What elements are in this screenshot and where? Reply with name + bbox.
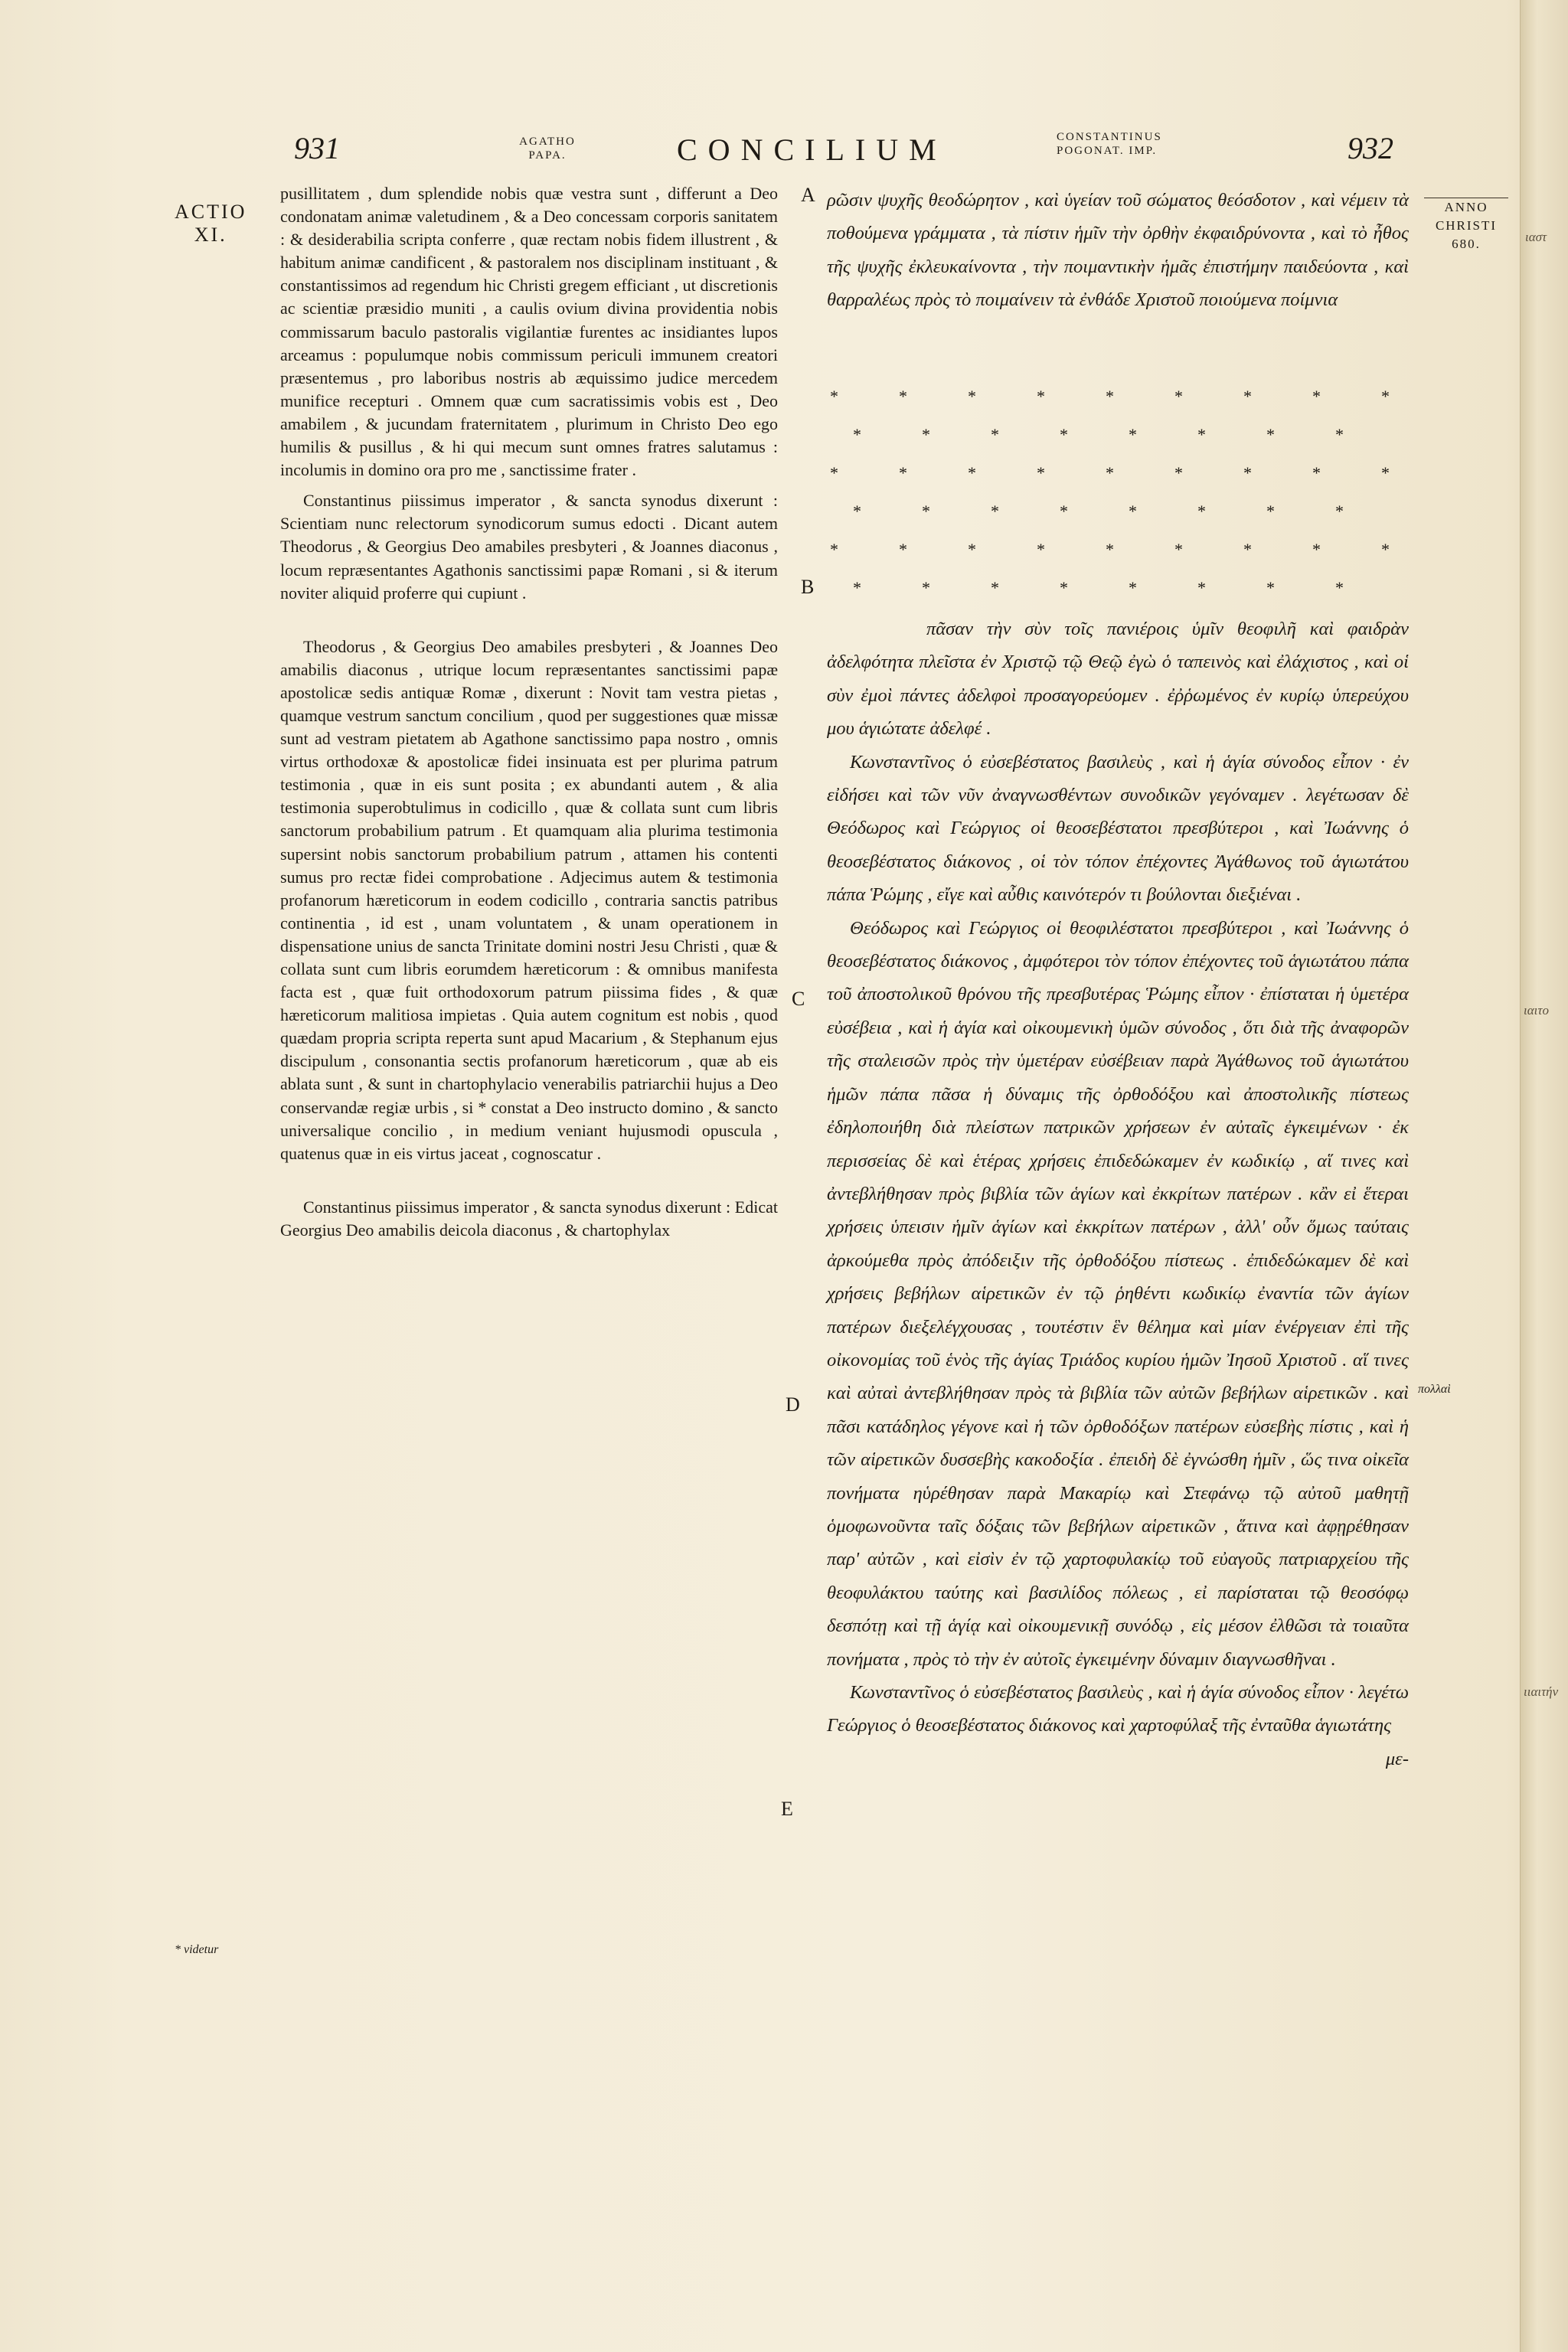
facing-page-fragment-3: ιιαιτήν [1524, 1684, 1559, 1699]
section-marker-a: A [801, 184, 815, 206]
greek-paragraph-1: ρῶσιν ψυχῆς θεοδώρητον , καὶ ὑγείαν τοῦ σώματος θεόσδοτον , καὶ νέμειν τὰ ποθούμενα γράμματα , τὰ πίστιν ἡμῖν τὴν ὀρθὴν ἐκφαιδρύνοντα , καὶ τὸ ἦθος τῆς ψυχῆς ἐκλευκαίνοντα , τὴν ποιμαντικὴν ἡμᾶς ἐπιστήμην παιδεύοντα , καὶ θαρραλέως πρὸς τὸ ποιμαίνειν τὰ ἐνθάδε Χριστοῦ ποιούμενα ποίμνια [827, 190, 1409, 311]
margin-note-videtur: * videtur [175, 1943, 219, 1956]
latin-paragraph-2: Constantinus piissimus imperator , & sancta synodus dixerunt : Scientiam nunc relectorum synodicorum sumus edocti . Dicant autem Theodorus , & Georgius Deo amabiles presbyteri , & Joannes diaconus , locum repræsentantes Agathonis sanctissimi papæ Romani , si & iterum noviter aliquid proferre qui cupiunt . [280, 491, 778, 603]
page-number-right: 932 [1348, 131, 1393, 165]
latin-paragraph-4: Constantinus piissimus imperator , & sancta synodus dixerunt : Edicat Georgius Deo amabilis deicola diaconus , & chartophylax [280, 1197, 778, 1240]
section-marker-d: D [786, 1393, 800, 1416]
greek-paragraph-4: Θεόδωρος καὶ Γεώργιος οἱ θεοφιλέστατοι πρεσβύτεροι , καὶ Ἰωάννης ὁ θεοσεβέστατος διάκονος , ἀμφότεροι τὸν τόπον ἐπέχοντες τοῦ ἁγιωτάτου πάπα τοῦ ἀποστολικοῦ θρόνου τῆς πρεσβυτέρας Ῥώμης εἶπον · ἐπίσταται ἡ ὑμετέρα εὐσέβεια , καὶ ἡ ἁγία καὶ οἰκουμενικὴ ὑμῶν σύνοδος , ὅτι διὰ τῆς ἀναφορῶν τῆς σταλεισῶν πρὸς τὴν ὑμετέραν εὐσέβειαν παρὰ Ἀγάθωνος τοῦ ἁγιωτάτου ἡμῶν πάπα πᾶσα ἡ δύναμις τῆς ὀρθοδόξου καὶ ἀποστολικῆς πίστεως ἐδηλοποιήθη διὰ πλείστων πατρικῶν χρήσεων ἐν αὐταῖς ἐγκειμένων · ἐκ περισσείας δὲ καὶ ἑτέρας χρήσεις ἐπιδεδώκαμεν ἐν κωδικίῳ , αἵ τινες καὶ ἀντεβλήθησαν πρὸς βιβλία τῶν ἁγίων καὶ ἐκκρίτων πατέρων . κἂν εἰ ἕτεραι χρήσεις ὑπεισιν ἡμῖν ἁγίων καὶ ἐκκρίτων πατέρων , ἀλλ' οὖν ὅμως ταύταις ἀρκούμεθα πρὸς ἀπόδειξιν τῆς ὀρθοδόξου πίστεως . ἐπιδεδώκαμεν δὲ καὶ χρήσεις βεβήλων αἱρετικῶν ἐν τῷ ῥηθέντι κωδικίῳ ἐναντία τῶν ἁγίων πατέρων διεξελέγχουσας , τουτέστιν ἓν θέλημα καὶ μίαν ἐνέργειαν ἐπὶ τῆς οἰκονομίας τοῦ ἑνὸς τῆς ἁγίας Τριάδος κυρίου ἡμῶν Ἰησοῦ Χριστοῦ . αἵ τινες καὶ αὐταὶ ἀντεβλήθησαν πρὸς τὰ βιβλία τῶν αὐτῶν βεβήλων αἱρετικῶν . καὶ πᾶσι κατάδηλος γέγονε καὶ ἡ τῶν ὀρθοδόξων πατέρων εὐσεβὴς πίστις , καὶ ἡ τῶν αἱρετικῶν δυσσεβὴς κακοδοξία . ἐπειδὴ δὲ ἐγνώσθη ἡμῖν , ὥς τινα οἰκεῖα πονήματα ηὑρέθησαν παρὰ Μακαρίῳ καὶ Στεφάνῳ τῷ αὐτοῦ μαθητῇ ὁμοφωνοῦντα ταῖς δόξαις τῶν βεβήλων αἱρετικῶν , ἅτινα καὶ ἀφῃρέθησαν παρ' αὐτῶν , καὶ εἰσὶν ἐν τῷ χαρτοφυλακίῳ τοῦ εὐαγοῦς πατριαρχείου τῆς θεοφυλάκτου ταύτης καὶ βασιλίδος πόλεως , εἰ παρίσταται τῷ θεοσόφῳ δεσπότῃ καὶ τῇ ἁγίᾳ καὶ οἰκουμενικῇ συνόδῳ , εἰς μέσον ἐλθῶσι τὰ τοιαῦτα πονήματα , πρὸς τὸ τὴν ἐν αὐτοῖς ἐγκειμένην δύναμιν διαγνωσθῆναι . [827, 917, 1409, 1670]
page-number-left: 931 [294, 131, 340, 165]
latin-column [280, 182, 778, 1242]
greek-column-main [827, 612, 1409, 1775]
greek-paragraph-3: Κωνσταντῖνος ὁ εὐσεβέστατος βασιλεὺς , καὶ ἡ ἁγία σύνοδος εἶπον · ἐν εἰδήσει καὶ τῶν νῦν ἀναγνωσθέντων συνοδικῶν γεγόναμεν . λεγέτωσαν δὲ Θεόδωρος καὶ Γεώργιος οἱ θεοσεβέστατοι πρεσβύτεροι , καὶ Ἰωάννης ὁ θεοσεβέστατος διάκονος , οἱ τὸν τόπον ἐπέχοντες Ἀγάθωνος τοῦ ἁγιωτάτου πάπα Ῥώμης , εἴγε καὶ αὖθις καινότερόν τι βούλονται διεξιέναι . [827, 751, 1409, 906]
margin-actio: ACTIO XI. [175, 201, 247, 246]
running-head-emperor: CONSTANTINUS POGONAT. IMP. [1057, 131, 1162, 157]
lacuna-asterisks: * * * * * * * * * * * * * * * * * * * * * * * * * * * * * * * * * * * * * * * * * * * * * * * * * * * [830, 387, 1390, 597]
latin-paragraph-1: pusillitatem , dum splendide nobis quæ vestra sunt , differunt a Deo condonatam animæ valetudinem , & a Deo concessam corporis sanitatem : & desiderabilia scripta conferre , quæ rectam nobis fidem illustrent , & habitum animæ candificent , & pastoralem nos disciplinam instituant , & constantissimos ad regendum hic Christi gregem efficiant , ut discretionis ac scientiæ præsidio muniti , a caulis ovium divina providentia nobis commissarum baculo pastoralis vigilantiæ furentes ac insidiantes lupos arceamus : populumque nobis commissum periculi immunem creatori præsentemus , pro laboribus nostris ab æquissimo judice mercedem munifice recepturi . Omnem quæ cum sacratissimis vobis est , Deo amabilem , & jucundam fraternitatem , plurimum in Christo Deo ego humilis & pusillus , & hi qui mecum sunt omnes fratres salutamus : incolumis in domino ora pro me , sanctissime frater . [280, 184, 778, 480]
greek-paragraph-2: πᾶσαν τὴν σὺν τοῖς πανιέροις ὑμῖν θεοφιλῆ καὶ φαιδρὰν ἀδελφότητα πλεῖστα ἐν Χριστῷ τῷ Θεῷ ἐγὼ ὁ ταπεινὸς καὶ ἐλάχιστος , καὶ οἱ σὺν ἐμοὶ πάντες ἀδελφοὶ προσαγορεύομεν . ἐῤῥωμένος ἐν κυρίῳ ὑπερεύχου μου ἁγιώτατε ἀδελφέ . [827, 619, 1409, 740]
section-marker-b: B [801, 576, 815, 598]
facing-page-fragment-1: ιαστ [1525, 230, 1547, 244]
greek-paragraph-5: Κωνσταντῖνος ὁ εὐσεβέστατος βασιλεὺς , καὶ ἡ ἁγία σύνοδος εἶπον · λεγέτω Γεώργιος ὁ θεοσεβέστατος διάκονος καὶ χαρτοφύλαξ τῆς ἐνταῦθα ἁγιωτάτης [827, 1682, 1409, 1736]
margin-note-pollai: πολλαὶ [1418, 1383, 1451, 1396]
section-marker-e: E [781, 1798, 793, 1820]
latin-paragraph-3: Theodorus , & Georgius Deo amabiles presbyteri , & Joannes Deo amabilis diaconus , utrique locum repræsentantes sanctissimi papæ apostolicæ sedis antiquæ Romæ , dixerunt : Novit tam vestra pietas , quamque vestrum sanctum concilium , quod per suggestiones quæ missæ sunt ad vestram pietatem ab Agathone sanctissimo papa nostro , omnis virtus orthodoxæ & apostolicæ fidei insinuata est per plurima patrum testimonia , quæ in eis sunt posita ; ex abundanti autem , & alia testimonia superobtulimus in codicillo , quæ & collata sunt cum libris sanctorum probabilium patrum . Et quamquam alia plurima testimonia supersint nobis sanctorum probabilium patrum , attamen his contenti sumus pro rectæ fidei comprobatione . Adjecimus autem & testimonia profanorum hæreticorum in eodem codicillo , contraria sanctis patribus continentia , id est , unam voluntatem , & unam operationem in dispensatione unius de sancta Trinitate domini nostri Jesu Christi , quæ & collata sunt cum libris eorumdem hæreticorum : & omnibus manifesta facta est , quæ fuit orthodoxorum patrum piissima fides , & quæ hæreticorum malitiosa impietas . Quia autem cognitum est nobis , quod quædam propria scripta reperta sunt apud Macarium , & Stephanum ejus discipulum , consonantia sectis profanorum hæreticorum , quæ ab eis ablata sunt , & sunt in chartophylacio venerabilis patriarchii hujus a Deo conservandæ regiæ urbis , si * constat a Deo instructo domino , & sancto universalique concilio , in medium veniant hujusmodi opuscula , quatenus quæ in eis virtus jaceat , cognoscatur . [280, 636, 778, 1163]
greek-column-top [827, 184, 1409, 317]
section-marker-c: C [792, 988, 805, 1010]
catchword: με- [1385, 1748, 1409, 1769]
running-head-pope: AGATHO PAPA. [519, 136, 576, 162]
margin-anno-christi: ANNO CHRISTI 680. [1424, 198, 1508, 253]
facing-page-fragment-2: ιαιτο [1524, 1003, 1549, 1018]
facing-page-edge [1520, 0, 1568, 2352]
running-title: CONCILIUM [677, 132, 947, 167]
